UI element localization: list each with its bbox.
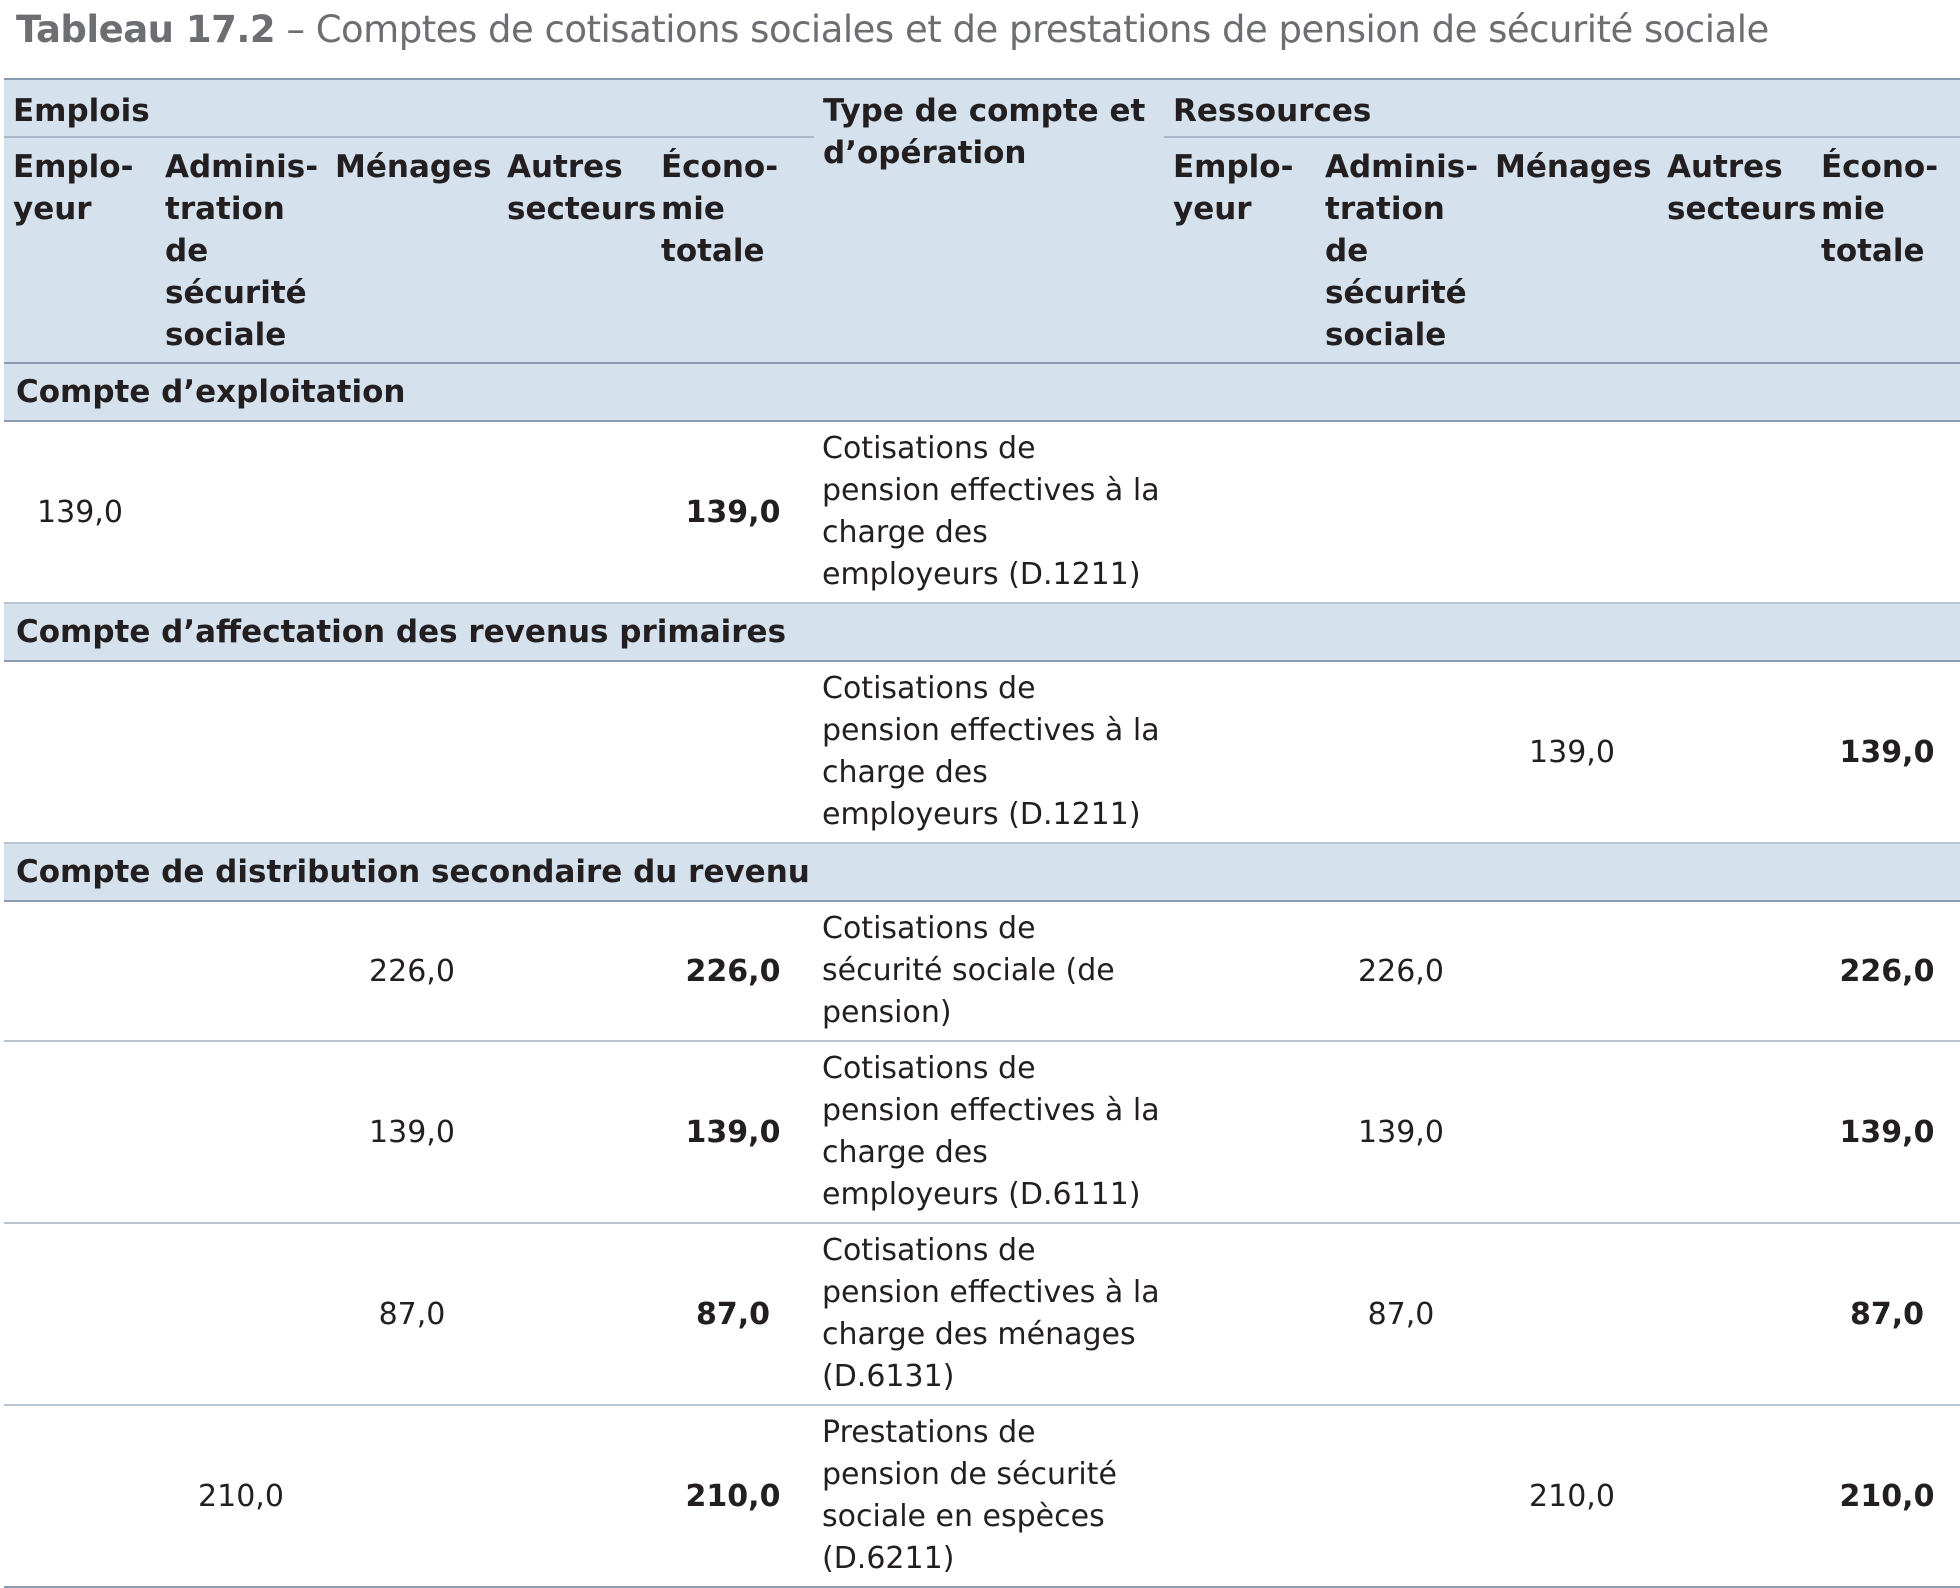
table-title (16, 8, 1769, 51)
uses-cell-social-security-admin (156, 901, 326, 1041)
uses-cell-social-security-admin (156, 1223, 326, 1405)
resources-cell-total-economy: 226,0 (1812, 901, 1960, 1041)
uses-cell-social-security-admin: 210,0 (156, 1405, 326, 1587)
resources-cell-social-security-admin (1316, 421, 1486, 603)
resources-cell-employer (1164, 1223, 1316, 1405)
table-caption: – Comptes de cotisations sociales et de prestations de pension de sécurité sociale (275, 8, 1769, 51)
uses-cell-households: 87,0 (326, 1223, 498, 1405)
table-row (4, 1405, 1960, 1587)
operation-description: Cotisations de sécurité sociale (de pension) (814, 901, 1164, 1041)
resources-cell-social-security-admin: 87,0 (1316, 1223, 1486, 1405)
uses-cell-households (326, 1405, 498, 1587)
uses-col-other-sectors: Autres secteurs (498, 137, 652, 363)
resources-col-total-economy: Écono-mie totale (1812, 137, 1960, 363)
resources-cell-total-economy: 139,0 (1812, 661, 1960, 843)
resources-cell-employer (1164, 1405, 1316, 1587)
section-title: Compte de distribution secondaire du revenu (4, 843, 1960, 901)
resources-cell-other-sectors (1658, 661, 1812, 843)
operation-description: Prestations de pension de sécurité sociale en espèces (D.6211) (814, 1405, 1164, 1587)
table-row (4, 1223, 1960, 1405)
section-header (4, 843, 1960, 901)
resources-cell-households: 210,0 (1486, 1405, 1658, 1587)
uses-cell-other-sectors (498, 1223, 652, 1405)
uses-cell-other-sectors (498, 661, 652, 843)
resources-cell-social-security-admin: 226,0 (1316, 901, 1486, 1041)
resources-cell-total-economy: 87,0 (1812, 1223, 1960, 1405)
type-header: Type de compte et d’opération (814, 79, 1164, 363)
accounts-table (4, 78, 1960, 1588)
operation-description: Cotisations de pension effectives à la charge des employeurs (D.1211) (814, 661, 1164, 843)
table-row (4, 901, 1960, 1041)
uses-col-employer: Emplo-yeur (4, 137, 156, 363)
resources-cell-households (1486, 901, 1658, 1041)
uses-cell-employer (4, 1223, 156, 1405)
resources-cell-social-security-admin: 139,0 (1316, 1041, 1486, 1223)
resources-cell-total-economy (1812, 421, 1960, 603)
resources-cell-employer (1164, 421, 1316, 603)
uses-cell-social-security-admin (156, 1041, 326, 1223)
resources-cell-households (1486, 1223, 1658, 1405)
header-row-groups (4, 79, 1960, 137)
section-header (4, 363, 1960, 421)
resources-cell-total-economy: 210,0 (1812, 1405, 1960, 1587)
resources-cell-total-economy: 139,0 (1812, 1041, 1960, 1223)
table-row (4, 421, 1960, 603)
resources-cell-other-sectors (1658, 421, 1812, 603)
uses-cell-total-economy: 87,0 (652, 1223, 814, 1405)
uses-cell-total-economy: 139,0 (652, 421, 814, 603)
uses-cell-total-economy: 226,0 (652, 901, 814, 1041)
table-body (4, 363, 1960, 1587)
resources-cell-other-sectors (1658, 1405, 1812, 1587)
resources-cell-social-security-admin (1316, 1405, 1486, 1587)
section-title: Compte d’affectation des revenus primaires (4, 603, 1960, 661)
resources-col-households: Ménages (1486, 137, 1658, 363)
resources-cell-households (1486, 421, 1658, 603)
uses-cell-other-sectors (498, 901, 652, 1041)
uses-cell-employer (4, 1405, 156, 1587)
table-row (4, 1041, 1960, 1223)
uses-cell-social-security-admin (156, 661, 326, 843)
section-title: Compte d’exploitation (4, 363, 1960, 421)
resources-cell-employer (1164, 901, 1316, 1041)
resources-cell-other-sectors (1658, 1223, 1812, 1405)
uses-cell-social-security-admin (156, 421, 326, 603)
uses-cell-other-sectors (498, 1405, 652, 1587)
resources-header: Ressources (1164, 79, 1960, 137)
uses-header: Emplois (4, 79, 814, 137)
uses-cell-employer: 139,0 (4, 421, 156, 603)
table-row (4, 661, 1960, 843)
uses-cell-total-economy: 210,0 (652, 1405, 814, 1587)
uses-cell-households: 139,0 (326, 1041, 498, 1223)
uses-cell-other-sectors (498, 1041, 652, 1223)
resources-cell-social-security-admin (1316, 661, 1486, 843)
resources-cell-other-sectors (1658, 901, 1812, 1041)
resources-cell-employer (1164, 661, 1316, 843)
resources-cell-employer (1164, 1041, 1316, 1223)
uses-cell-employer (4, 661, 156, 843)
uses-cell-other-sectors (498, 421, 652, 603)
uses-cell-households (326, 421, 498, 603)
operation-description: Cotisations de pension effectives à la charge des employeurs (D.6111) (814, 1041, 1164, 1223)
resources-cell-other-sectors (1658, 1041, 1812, 1223)
uses-cell-total-economy (652, 661, 814, 843)
uses-cell-households: 226,0 (326, 901, 498, 1041)
uses-cell-employer (4, 1041, 156, 1223)
operation-description: Cotisations de pension effectives à la charge des employeurs (D.1211) (814, 421, 1164, 603)
uses-cell-households (326, 661, 498, 843)
uses-cell-total-economy: 139,0 (652, 1041, 814, 1223)
resources-cell-households (1486, 1041, 1658, 1223)
operation-description: Cotisations de pension effectives à la charge des ménages (D.6131) (814, 1223, 1164, 1405)
resources-col-employer: Emplo-yeur (1164, 137, 1316, 363)
table-number: Tableau 17.2 (16, 8, 276, 51)
uses-col-total-economy: Écono-mie totale (652, 137, 814, 363)
uses-col-social-security-admin: Adminis-tration de sécurité sociale (156, 137, 326, 363)
section-header (4, 603, 1960, 661)
uses-col-households: Ménages (326, 137, 498, 363)
resources-cell-households: 139,0 (1486, 661, 1658, 843)
resources-col-social-security-admin: Adminis-tration de sécurité sociale (1316, 137, 1486, 363)
resources-col-other-sectors: Autres secteurs (1658, 137, 1812, 363)
uses-cell-employer (4, 901, 156, 1041)
